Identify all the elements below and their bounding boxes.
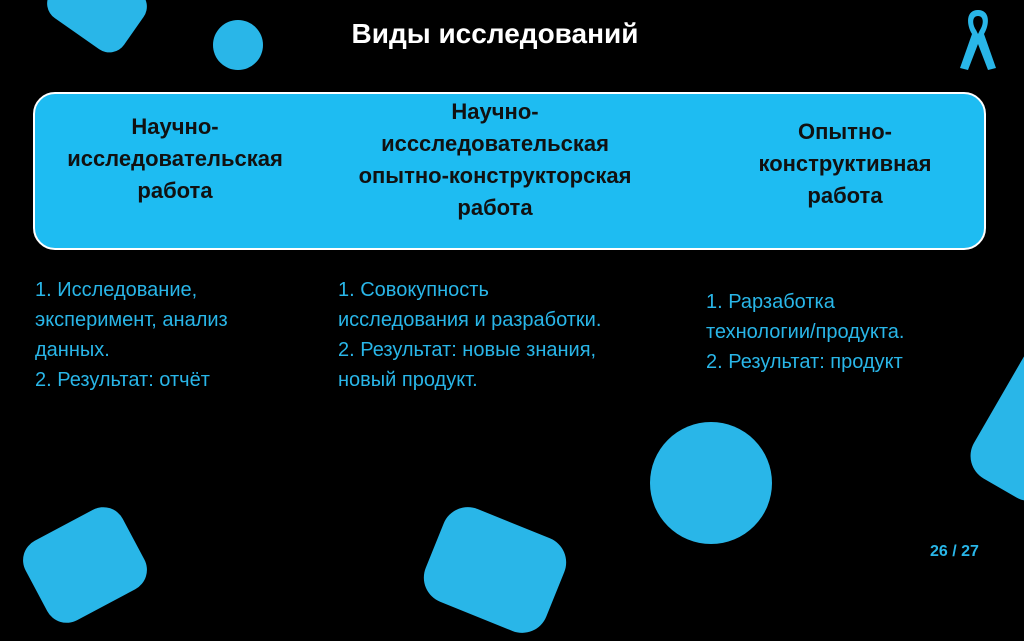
text-line: 2. Результат: продукт — [706, 351, 903, 373]
heading-line: исследовательская — [67, 146, 283, 171]
decor-shape-bottom-left — [15, 499, 154, 630]
text-line: 2. Результат: отчёт — [35, 369, 210, 391]
text-line: новый продукт. — [338, 369, 478, 391]
page-number: 26 / 27 — [930, 543, 979, 560]
heading-line: конструктивная — [758, 151, 932, 176]
heading-line: опытно-конструкторская — [358, 163, 632, 188]
column-heading-research — [60, 111, 290, 207]
heading-line: иссследовательская — [381, 131, 609, 156]
text-line: 1. Совокупность — [338, 279, 489, 301]
text-line: эксперимент, анализ — [35, 309, 228, 331]
text-line: 2. Результат: новые знания, — [338, 339, 597, 361]
text-line: исследования и разработки. — [338, 309, 602, 331]
text-line: 1. Исследование, — [35, 279, 198, 301]
column-heading-development — [720, 116, 970, 212]
text-line: технологии/продукта. — [706, 321, 905, 343]
heading-line: Опытно- — [797, 119, 892, 144]
column-text-research — [35, 275, 325, 395]
heading-line: работа — [137, 178, 213, 203]
heading-line: работа — [457, 195, 533, 220]
decor-circle-bottom — [650, 422, 772, 544]
text-line: 1. Рарзаботка — [706, 291, 835, 313]
column-text-development — [706, 287, 996, 377]
decor-shape-bottom-center — [416, 499, 574, 640]
heading-line: Научно- — [131, 114, 219, 139]
heading-line: Научно- — [451, 99, 539, 124]
heading-line: работа — [807, 183, 883, 208]
column-text-rnd — [338, 275, 668, 395]
text-line: данных. — [35, 339, 110, 361]
column-heading-rnd — [330, 96, 660, 224]
slide-title: Виды исследований — [351, 18, 639, 49]
